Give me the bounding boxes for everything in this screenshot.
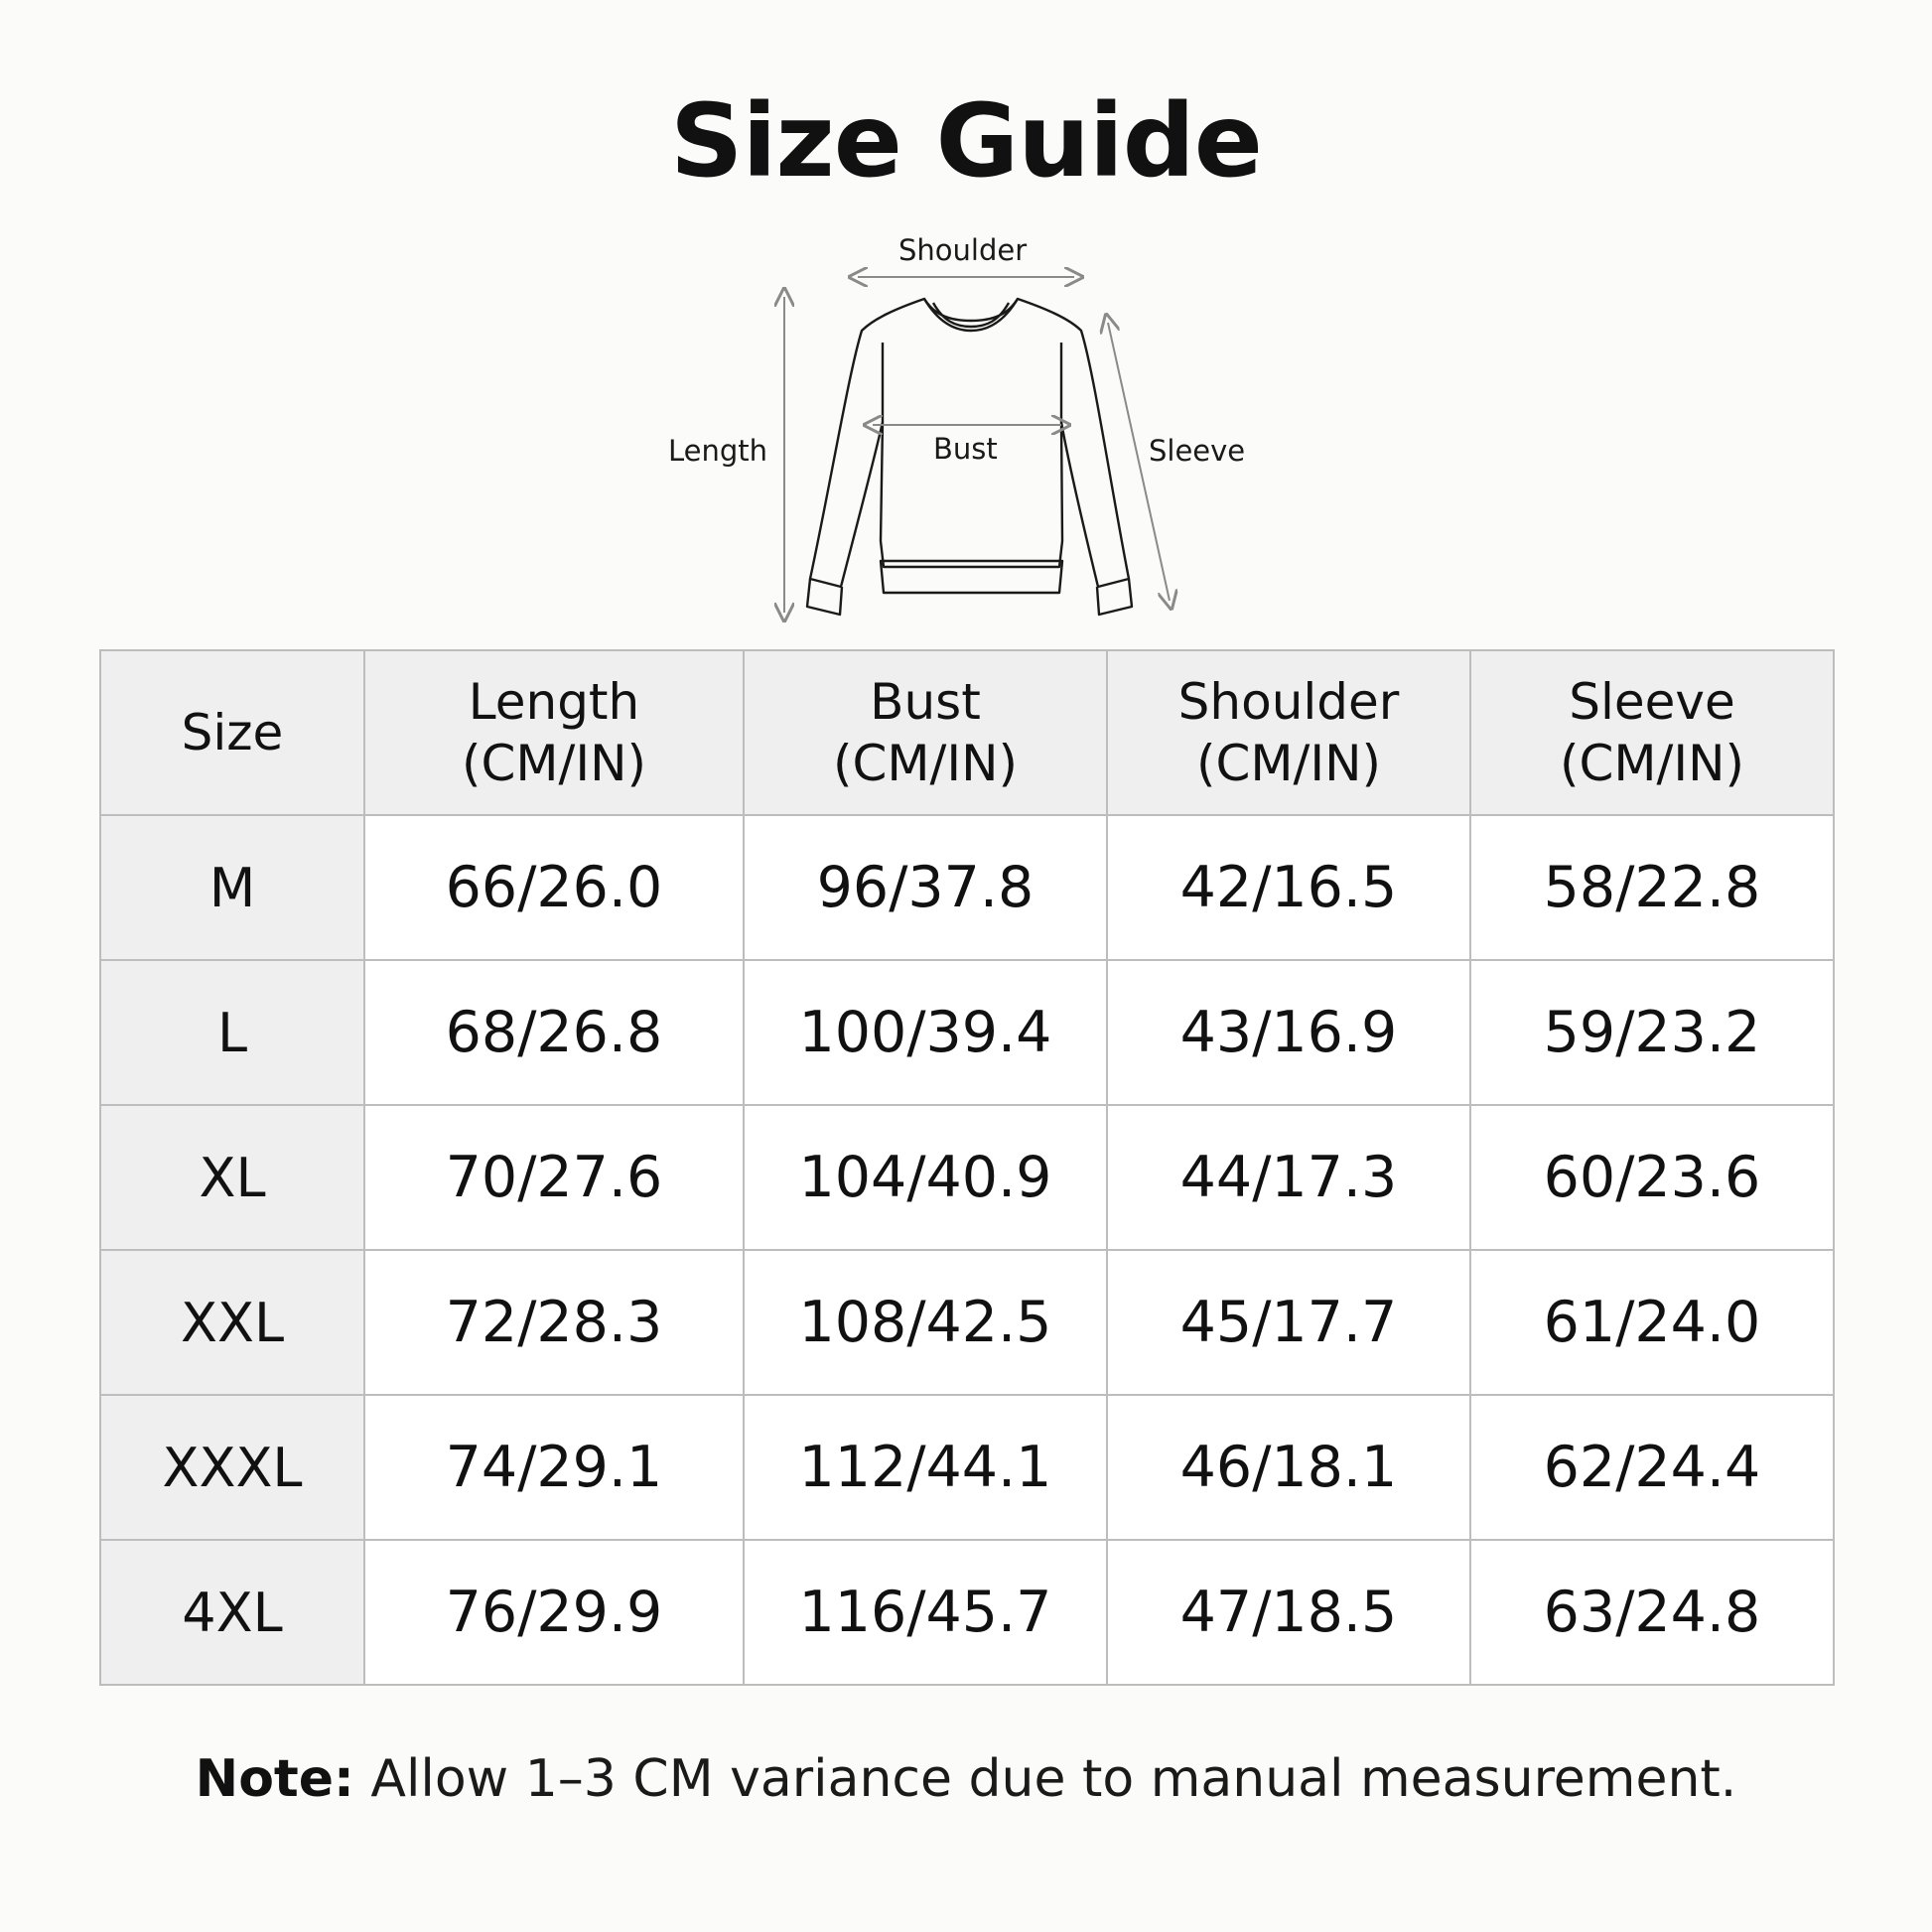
sleeve-cell: 59/23.2 [1470,960,1834,1105]
bust-cell: 108/42.5 [744,1250,1107,1395]
bust-cell: 116/45.7 [744,1540,1107,1685]
length-label: Length [668,434,768,468]
shoulder-cell: 45/17.7 [1107,1250,1470,1395]
size-cell: L [100,960,364,1105]
size-cell: M [100,815,364,960]
note-text: Allow 1–3 CM variance due to manual measurement. [353,1749,1737,1809]
size-cell: 4XL [100,1540,364,1685]
header-length: Length (CM/IN) [364,650,744,815]
table-row [100,960,1834,1105]
header-bust: Bust (CM/IN) [744,650,1107,815]
header-sleeve: Sleeve (CM/IN) [1470,650,1834,815]
sleeve-cell: 62/24.4 [1470,1395,1834,1540]
note-label: Note: [195,1749,354,1809]
bust-cell: 96/37.8 [744,815,1107,960]
length-cell: 72/28.3 [364,1250,744,1395]
measurement-note [0,1749,1932,1809]
header-size: Size [100,650,364,815]
table-row [100,1540,1834,1685]
sleeve-cell: 63/24.8 [1470,1540,1834,1685]
shoulder-cell: 44/17.3 [1107,1105,1470,1250]
length-cell: 76/29.9 [364,1540,744,1685]
size-cell: XL [100,1105,364,1250]
length-cell: 74/29.1 [364,1395,744,1540]
sleeve-cell: 58/22.8 [1470,815,1834,960]
table-row [100,1395,1834,1540]
page-title: Size Guide [670,82,1262,201]
bust-cell: 104/40.9 [744,1105,1107,1250]
bust-cell: 112/44.1 [744,1395,1107,1540]
table-row [100,1250,1834,1395]
length-cell: 66/26.0 [364,815,744,960]
shoulder-cell: 43/16.9 [1107,960,1470,1105]
shoulder-label: Shoulder [898,233,1028,267]
sleeve-cell: 61/24.0 [1470,1250,1834,1395]
size-cell: XXL [100,1250,364,1395]
shoulder-cell: 46/18.1 [1107,1395,1470,1540]
shoulder-cell: 47/18.5 [1107,1540,1470,1685]
sleeve-cell: 60/23.6 [1470,1105,1834,1250]
table-header-row [100,650,1834,815]
length-cell: 70/27.6 [364,1105,744,1250]
sleeve-label: Sleeve [1149,434,1246,468]
shoulder-cell: 42/16.5 [1107,815,1470,960]
length-cell: 68/26.8 [364,960,744,1105]
size-cell: XXXL [100,1395,364,1540]
bust-cell: 100/39.4 [744,960,1107,1105]
table-row [100,815,1834,960]
bust-label: Bust [933,432,998,466]
table-row [100,1105,1834,1250]
size-table [99,649,1835,1686]
header-shoulder: Shoulder (CM/IN) [1107,650,1470,815]
garment-measurement-diagram [635,223,1291,640]
